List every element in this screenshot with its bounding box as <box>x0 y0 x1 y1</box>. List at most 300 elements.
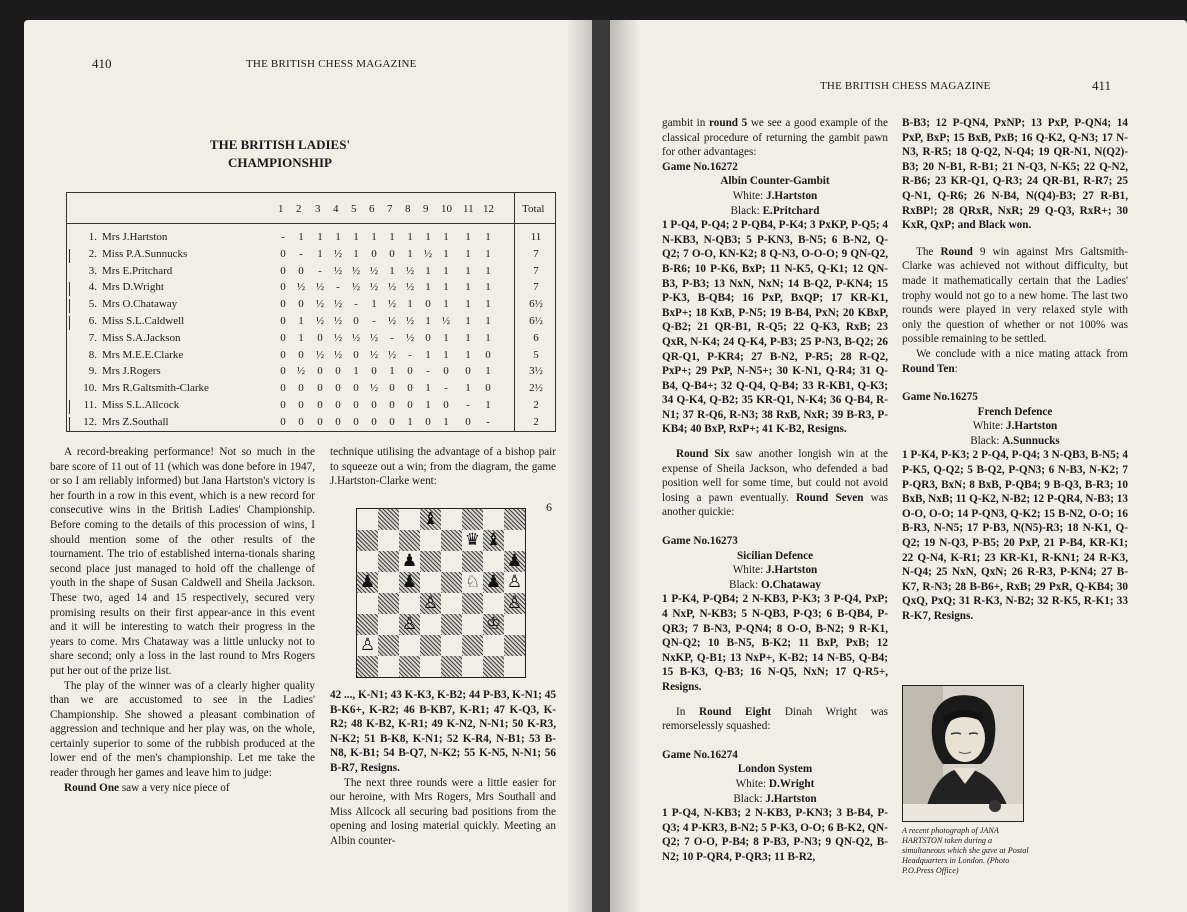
player-name: Mrs J.Hartston <box>102 231 168 243</box>
score-cell: 0 <box>353 348 359 361</box>
running-head-right: THE BRITISH CHESS MAGAZINE <box>820 80 991 92</box>
white-player <box>662 563 888 578</box>
score-cell: 0 <box>280 315 286 327</box>
total-cell: 3½ <box>529 365 543 378</box>
board-square <box>441 572 462 593</box>
score-cell: 1 <box>465 247 471 260</box>
total-cell: 6½ <box>529 315 543 327</box>
score-cell: 0 <box>407 399 413 411</box>
score-cell: 1 <box>465 281 471 294</box>
game-number: Game No.16274 <box>662 748 738 761</box>
score-cell: 1 <box>407 231 413 243</box>
label: Black: <box>733 792 766 805</box>
board-square <box>357 656 378 677</box>
board-square <box>378 551 399 572</box>
board-square <box>357 530 378 551</box>
score-cell: 0 <box>280 298 286 311</box>
board-square <box>399 530 420 551</box>
paragraph: The play of the winner was of a clearly higher quality than we are accustomed to see in the Ladies' Championship. She showed a pleasant combination of aggression and technique and her play was, on the whole, certainly superior to some of the rubbish produced at the lower end of the men's championship. Let me take the reader through her games and leave him to judge: <box>50 679 315 780</box>
score-cell: ½ <box>405 264 415 277</box>
rank-number: 4. <box>88 281 97 294</box>
score-cell: 1 <box>335 231 341 243</box>
table-row <box>67 399 555 417</box>
score-cell: 0 <box>280 264 286 277</box>
score-cell: 0 <box>280 331 286 344</box>
page-number-left: 410 <box>92 56 112 71</box>
white-pawn-icon: ♙ <box>506 572 523 592</box>
score-cell: ½ <box>333 315 343 327</box>
title-line-2: CHAMPIONSHIP <box>228 155 332 170</box>
black-player <box>662 204 888 219</box>
table-row <box>67 265 555 283</box>
score-cell: 0 <box>280 247 286 260</box>
black-pawn-icon: ♟ <box>485 572 502 592</box>
opening-name: Sicilian Defence <box>736 549 814 562</box>
score-cell: - <box>426 365 430 378</box>
score-cell: 1 <box>298 231 304 243</box>
score-cell: - <box>390 331 394 344</box>
score-cell: 1 <box>425 281 431 294</box>
score-cell: 1 <box>465 331 471 344</box>
table-row <box>67 298 555 316</box>
board-square <box>420 614 441 635</box>
score-cell: 0 <box>465 415 471 428</box>
label: Black: <box>730 204 763 217</box>
label: Black: <box>970 434 1003 447</box>
diagram-number: 6 <box>546 500 552 514</box>
score-cell: 1 <box>465 348 471 361</box>
score-cell: 1 <box>371 231 377 243</box>
score-cell: 1 <box>353 365 359 378</box>
score-cell: - <box>372 315 376 327</box>
board-square <box>420 551 441 572</box>
score-cell: ½ <box>369 348 379 361</box>
score-cell: 1 <box>465 298 471 311</box>
board-square <box>483 656 504 677</box>
rank-number: 2. <box>88 247 97 260</box>
rank-number: 11. <box>83 399 97 411</box>
margin-mark <box>69 417 70 431</box>
score-cell: 1 <box>425 315 431 327</box>
score-cell: - <box>408 348 412 361</box>
board-square <box>399 656 420 677</box>
white-pawn-icon: ♙ <box>422 593 439 613</box>
score-cell: 0 <box>298 298 304 311</box>
total-cell: 6 <box>533 331 539 344</box>
player-name: Mrs D.Wright <box>102 281 164 294</box>
gutter-shadow-right <box>610 20 640 912</box>
board-square <box>378 572 399 593</box>
score-cell: ½ <box>369 382 379 395</box>
paragraph <box>50 781 315 796</box>
column-header: 10 <box>441 203 452 215</box>
board-square <box>462 635 483 656</box>
score-cell: 0 <box>389 415 395 428</box>
score-cell: 1 <box>485 399 491 411</box>
margin-mark <box>69 282 70 296</box>
rank-number: 10. <box>83 382 97 395</box>
board-square <box>441 614 462 635</box>
score-cell: ½ <box>405 281 415 294</box>
rank-number: 3. <box>88 264 97 277</box>
score-cell: 0 <box>407 382 413 395</box>
score-cell: 0 <box>280 399 286 411</box>
text: Dinah Wright was remorselessly squashed: <box>662 705 888 733</box>
score-cell: 0 <box>298 382 304 395</box>
game-number: Game No.16273 <box>662 535 738 548</box>
score-cell: 1 <box>485 247 491 260</box>
paragraph <box>662 116 888 160</box>
score-cell: - <box>466 399 470 411</box>
white-pawn-icon: ♙ <box>359 635 376 655</box>
score-cell: 1 <box>485 298 491 311</box>
score-cell: ½ <box>423 247 433 260</box>
score-cell: 0 <box>371 247 377 260</box>
photo-caption <box>902 826 1030 876</box>
black-queen-icon: ♛ <box>464 530 481 550</box>
board-square <box>483 593 504 614</box>
board-square <box>504 614 525 635</box>
score-cell: 1 <box>443 348 449 361</box>
score-cell: 1 <box>298 315 304 327</box>
score-cell: 0 <box>298 348 304 361</box>
right-column-1 <box>662 116 888 865</box>
black-pawn-icon: ♟ <box>401 551 418 571</box>
board-square <box>420 656 441 677</box>
text: saw another longish win at the expense of Sheila Jackson, who defended a bad position well for some time, but could not avoid losing a pawn eventually. <box>662 448 888 504</box>
score-cell: 1 <box>317 247 323 260</box>
rank-number: 9. <box>88 365 97 378</box>
table-row <box>67 349 555 367</box>
score-cell: 0 <box>335 382 341 395</box>
black-pawn-icon: ♟ <box>506 551 523 571</box>
black-pawn-icon: ♟ <box>401 572 418 592</box>
rank-number: 1. <box>88 231 97 243</box>
page-number-right: 411 <box>1092 78 1112 93</box>
score-cell: 0 <box>443 399 449 411</box>
score-cell: 1 <box>353 231 359 243</box>
label: White: <box>972 420 1006 433</box>
white-king-icon: ♔ <box>485 614 502 634</box>
text: In <box>676 705 700 718</box>
round-label: Round Six <box>676 448 730 461</box>
score-cell: 0 <box>371 415 377 428</box>
score-cell: ½ <box>387 298 397 311</box>
board-square <box>357 509 378 530</box>
board-square <box>420 635 441 656</box>
score-cell: ½ <box>333 264 343 277</box>
score-cell: 1 <box>443 247 449 260</box>
board-square <box>462 509 483 530</box>
score-cell: 1 <box>371 298 377 311</box>
paragraph <box>902 347 1128 376</box>
score-cell: ½ <box>369 331 379 344</box>
column-header: 12 <box>483 203 494 215</box>
board-square <box>378 614 399 635</box>
player-name: D.Wright <box>768 777 815 790</box>
gutter-shadow-left <box>566 20 592 912</box>
column-header: 2 <box>296 203 302 215</box>
board-square <box>378 593 399 614</box>
white-player <box>902 419 1128 434</box>
total-header: Total <box>522 203 545 215</box>
label: White: <box>732 564 766 577</box>
game-moves: 1 P-Q4, P-Q4; 2 P-QB4, P-K4; 3 PxKP, P-Q5; 4 N-KB3, N-QB3; 5 P-KN3, B-N5; 6 B-N2, Q-Q2; 7 O-O, KN-K2; 8 Q-N3, O-O-O; 9 QN-Q2, B-R6; 10 P-K6, BxP; 11 N-K5, Q-K1; 12 QN-B3, P-B3; 13 NxN, NxN; 14 B-Q2, P-KN4; 15 P-K3, B-QB4; 16 PxP, BxQP; 17 KR-K1, BxP+; 18 KxB, P-N5; 19 B-B4, PxN; 20 KBxP, Q-B2; 21 QR-B1, R-Q5; 22 Q-K3, RxB; 23 QxR, N-K4; 24 Q-K4, P-B3; 25 P-N3, B-Q2; 26 QR-Q1, P-KR4; 27 B-N2, P-R5; 28 R-Q2, PxP+; 29 PxP, N-N5+; 30 K-N1, Q-R4; 31 Q-B4, Q-B4+; 32 Q-Q4, Q-B4; 33 R-KB1, Q-K3; 34 Q-K4, Q-B2; 35 KR-Q1, N-K4; 36 Q-B4, R-N1; 37 R-Q6, R-N3; 38 RxB, NxR; 39 B-R3, P-KB4; 40 BxP, RxP+; 41 K-B2, Resigns. <box>662 219 888 436</box>
score-cell: 1 <box>443 331 449 344</box>
score-cell: 0 <box>425 298 431 311</box>
board-square <box>357 593 378 614</box>
score-cell: ½ <box>315 281 325 294</box>
score-cell: 0 <box>335 365 341 378</box>
score-cell: ½ <box>351 331 361 344</box>
score-cell: 0 <box>280 382 286 395</box>
table-row <box>67 248 555 266</box>
score-cell: 0 <box>317 382 323 395</box>
white-pawn-icon: ♙ <box>506 593 523 613</box>
rank-number: 6. <box>88 315 97 327</box>
score-cell: 0 <box>371 399 377 411</box>
score-cell: ½ <box>333 348 343 361</box>
book-gutter <box>592 20 610 912</box>
column-header: 8 <box>405 203 411 215</box>
margin-mark <box>69 299 70 313</box>
table-row <box>67 332 555 350</box>
score-cell: - <box>281 231 285 243</box>
score-cell: 1 <box>407 298 413 311</box>
score-cell: ½ <box>315 348 325 361</box>
game-number: Game No.16275 <box>902 391 978 404</box>
text: We conclude with a nice mating attack from <box>916 347 1128 360</box>
player-name: J.Hartston <box>765 792 817 805</box>
score-cell: ½ <box>441 315 451 327</box>
column-header: 6 <box>369 203 375 215</box>
score-cell: ½ <box>333 247 343 260</box>
board-square <box>483 551 504 572</box>
table-row <box>67 231 555 249</box>
score-cell: ½ <box>369 264 379 277</box>
board-square <box>399 509 420 530</box>
score-cell: - <box>299 247 303 260</box>
score-cell: ½ <box>333 298 343 311</box>
table-row <box>67 315 555 333</box>
score-cell: 0 <box>389 247 395 260</box>
round-label: Round Eight <box>699 705 772 718</box>
total-cell: 7 <box>533 247 539 260</box>
player-name: J.Hartston <box>765 189 818 202</box>
column-header: 3 <box>315 203 321 215</box>
text: 9 win against Mrs Galtsmith-Clarke was achieved not without difficulty, but made it mathematically certain that the Ladies' trophy would not go to a new home. The last two rounds were played in very relaxed style with only the question of whether or not 100% was possible remaining to be settled. <box>902 245 1128 346</box>
paragraph <box>902 245 1128 347</box>
score-cell: 0 <box>280 281 286 294</box>
score-cell: 0 <box>317 415 323 428</box>
game-number: Game No.16272 <box>662 160 738 173</box>
white-player <box>662 189 888 204</box>
black-pawn-icon: ♟ <box>359 572 376 592</box>
score-cell: 1 <box>425 382 431 395</box>
score-cell: 0 <box>317 365 323 378</box>
board-square <box>378 509 399 530</box>
player-name: Miss S.A.Jackson <box>102 331 181 344</box>
rank-number: 8. <box>88 348 97 361</box>
board-square <box>462 593 483 614</box>
score-cell: ½ <box>387 348 397 361</box>
score-cell: 0 <box>298 399 304 411</box>
player-name: J.Hartston <box>765 564 818 577</box>
score-cell: 1 <box>425 231 431 243</box>
score-cell: 1 <box>485 231 491 243</box>
score-cell: 0 <box>407 365 413 378</box>
text: was another quickie: <box>662 491 889 519</box>
score-cell: - <box>318 264 322 277</box>
margin-mark <box>69 249 70 263</box>
paragraph: technique utilising the advantage of a bishop pair to squeeze out a win; from the diagram, the game J.Hartston-Clarke went: <box>330 446 556 488</box>
board-square <box>378 530 399 551</box>
score-cell: 0 <box>335 399 341 411</box>
player-name: Mrs O.Chataway <box>102 298 178 311</box>
opening-name: Albin Counter-Gambit <box>720 175 830 188</box>
paragraph-text: saw a very nice piece of <box>119 781 230 794</box>
round-label: Round Ten <box>902 362 955 375</box>
total-cell: 7 <box>533 264 539 277</box>
text: gambit in <box>662 117 709 129</box>
board-square <box>399 635 420 656</box>
black-player <box>662 578 888 593</box>
left-column-2-top <box>330 445 556 489</box>
score-cell: 1 <box>425 399 431 411</box>
player-name: Mrs R.Galtsmith-Clarke <box>102 382 209 395</box>
board-square <box>504 530 525 551</box>
score-cell: 1 <box>485 281 491 294</box>
player-name: Mrs J.Rogers <box>102 365 161 378</box>
board-square <box>483 509 504 530</box>
table-row <box>67 382 555 400</box>
board-square <box>357 614 378 635</box>
score-cell: 1 <box>317 231 323 243</box>
player-name: Mrs E.Pritchard <box>102 264 173 277</box>
board-square <box>378 656 399 677</box>
title-line-1: THE BRITISH LADIES' <box>209 137 351 152</box>
score-cell: 1 <box>407 415 413 428</box>
opening-name: London System <box>737 763 813 776</box>
table-header-rule <box>67 223 555 224</box>
game-moves: 1 P-Q4, N-KB3; 2 N-KB3, P-KN3; 3 B-B4, P-Q3; 4 P-KR3, B-N2; 5 P-K3, O-O; 6 B-K2, QN-Q2; 7 O-O, P-B4; 8 P-B3, P-N3; 9 QN-Q2, B-N2; 10 P-QR4, P-QR3; 11 B-R2, <box>662 807 888 863</box>
score-cell: ½ <box>369 281 379 294</box>
round-label: round 5 <box>708 117 748 129</box>
player-name: Mrs M.E.E.Clarke <box>102 348 184 361</box>
score-cell: 0 <box>485 382 491 395</box>
score-cell: ½ <box>387 281 397 294</box>
score-cell: 1 <box>443 281 449 294</box>
left-column-1 <box>50 445 315 795</box>
score-cell: 1 <box>389 365 395 378</box>
board-square <box>399 593 420 614</box>
score-cell: ½ <box>296 281 306 294</box>
game-moves: 1 P-K4, P-QB4; 2 N-KB3, P-K3; 3 P-Q4, PxP; 4 NxP, N-KB3; 5 N-QB3, P-Q3; 6 B-QB4, P-QR3; 7 B-N3, P-QN4; 8 O-O, B-N2; 9 R-K1, QN-Q2; 10 B-N5, B-K2; 11 BxP, PxB; 12 NxKP, Q-B1; 13 NxP+, K-B2; 14 N-B5, Q-B4; 15 B-K3, Q-B3; 16 N-Q5, NxN; 17 Q-R5+, Resigns. <box>662 593 888 693</box>
player-name: E.Pritchard <box>762 204 820 217</box>
game-moves: 1 P-K4, P-K3; 2 P-Q4, P-Q4; 3 N-QB3, B-N5; 4 P-K5, Q-Q2; 5 B-Q2, P-QN3; 6 N-B3, N-K2; 7 P-QR3, BxN; 8 BxB, P-QB4; 9 B-Q3, B-R3; 10 BxB, NxB; 11 Q-K2, N-B2; 12 P-QR4, N-B3; 13 O-O, O-O; 14 P-QN3, Q-K2; 15 B-N2, O-O; 16 B-R3, N-N5; 17 P-B3, N(N5)-R3; 18 N-K1, Q-Q2; 19 N-Q3, P-B5; 20 PxP, 21 P-B4, KR-K1; 22 Q-N4, K-R1; 23 KR-K1, R-KN1; 24 R-K3, N-Q4; 25 NxN, QxN; 26 R-R3, P-KN4; 27 B-K7, R-N3; 28 B-B6+, RxB; 29 PxR, Q-KB4; 30 QxQ, PxQ; 31 R-K3, N-B2; 32 R-K5, R-K1; 33 R-K7, Resigns. <box>902 449 1128 622</box>
board-square <box>462 614 483 635</box>
score-cell: ½ <box>315 298 325 311</box>
score-cell: 0 <box>298 264 304 277</box>
column-header: 5 <box>351 203 357 215</box>
total-cell: 11 <box>530 231 542 243</box>
score-cell: 0 <box>317 331 323 344</box>
table-row <box>67 281 555 299</box>
white-pawn-icon: ♙ <box>401 614 418 634</box>
portrait-image <box>903 686 1023 821</box>
score-cell: 0 <box>389 399 395 411</box>
text: we see a good example of the classical procedure of returning the gambit pawn for other advantages: <box>662 117 888 159</box>
black-bishop-icon: ♝ <box>485 530 502 550</box>
score-cell: 0 <box>298 415 304 428</box>
score-cell: 0 <box>317 399 323 411</box>
player-name: O.Chataway <box>761 578 821 591</box>
rank-number: 7. <box>88 331 97 344</box>
score-cell: ½ <box>333 331 343 344</box>
player-name: Miss P.A.Sunnucks <box>102 247 188 260</box>
board-square <box>504 635 525 656</box>
board-square <box>357 551 378 572</box>
score-cell: 1 <box>389 264 395 277</box>
score-cell: 1 <box>425 348 431 361</box>
game-moves: 42 ..., K-N1; 43 K-K3, K-B2; 44 P-B3, K-N1; 45 B-K6+, K-R2; 46 B-KB7, K-R1; 47 K-Q3, K-R2; 48 K-B2, K-R1; 49 K-N2, N-N1; 50 K-R3, N-K2; 51 B-K8, K-N1; 52 K-R4, N-B1; 53 B-N8, K-B1; 54 B-Q7, N-K2; 55 K-N5, N-N1; 56 B-R7, Resigns. <box>330 689 556 774</box>
margin-mark <box>69 400 70 414</box>
score-cell: 1 <box>485 365 491 378</box>
score-cell: 0 <box>353 382 359 395</box>
board-square <box>441 593 462 614</box>
total-cell: 6½ <box>529 298 543 311</box>
score-cell: 0 <box>353 415 359 428</box>
board-square <box>420 530 441 551</box>
board-square <box>378 635 399 656</box>
rank-number: 5. <box>88 298 97 311</box>
rank-number: 12. <box>83 415 97 428</box>
column-header: 9 <box>423 203 429 215</box>
score-cell: 1 <box>389 231 395 243</box>
right-column-2 <box>902 116 1128 624</box>
round-label: Round One <box>64 781 120 794</box>
paragraph <box>662 447 888 520</box>
score-cell: 1 <box>443 415 449 428</box>
table-row <box>67 416 555 434</box>
score-cell: 0 <box>280 365 286 378</box>
score-cell: ½ <box>405 331 415 344</box>
paragraph: The next three rounds were a little easier for our heroine, with Mrs Rogers, Mrs Southall and Miss Allcock all securing bad positions from the opening and losing material quickly. Meeting an Albin counter- <box>330 776 556 847</box>
score-cell: 0 <box>371 365 377 378</box>
score-cell: 1 <box>407 247 413 260</box>
opening-name: French Defence <box>977 405 1053 418</box>
score-cell: 0 <box>280 348 286 361</box>
column-header: 1 <box>278 203 284 215</box>
photograph <box>902 685 1024 822</box>
score-cell: 0 <box>485 348 491 361</box>
score-cell: 0 <box>353 315 359 327</box>
score-cell: ½ <box>351 281 361 294</box>
board-square <box>462 656 483 677</box>
board-square <box>504 509 525 530</box>
board-square <box>504 656 525 677</box>
board-square <box>483 635 504 656</box>
score-cell: - <box>486 415 490 428</box>
text: : <box>954 362 958 375</box>
game-moves: B-B3; 12 P-QN4, PxNP; 13 PxP, P-QN4; 14 PxP, BxP; 15 BxB, PxB; 16 Q-K2, Q-N3; 17 N-N3, R-R5; 18 Q-Q2, N-Q4; 19 QR-N1, N(Q2)-B3; 20 N-B1, R-B1; 21 N-Q3, N-K5; 22 Q-N2, R-B6; 23 KR-Q1, Q-R3; 24 QR-B1, R-R7; 25 Q-N1, Q-R6; 26 N-B4, N(Q4)-B3; 27 R-B1, RxBP!; 28 QRxR, NxR; 29 Q-Q3, RxR+; 30 KxR, QxP; and Black won. <box>902 117 1128 232</box>
label: White: <box>732 189 766 202</box>
table-row <box>67 365 555 383</box>
score-cell: 0 <box>280 415 286 428</box>
text: The <box>916 245 941 258</box>
score-cell: ½ <box>296 365 306 378</box>
player-name: Miss S.L.Caldwell <box>102 315 185 327</box>
